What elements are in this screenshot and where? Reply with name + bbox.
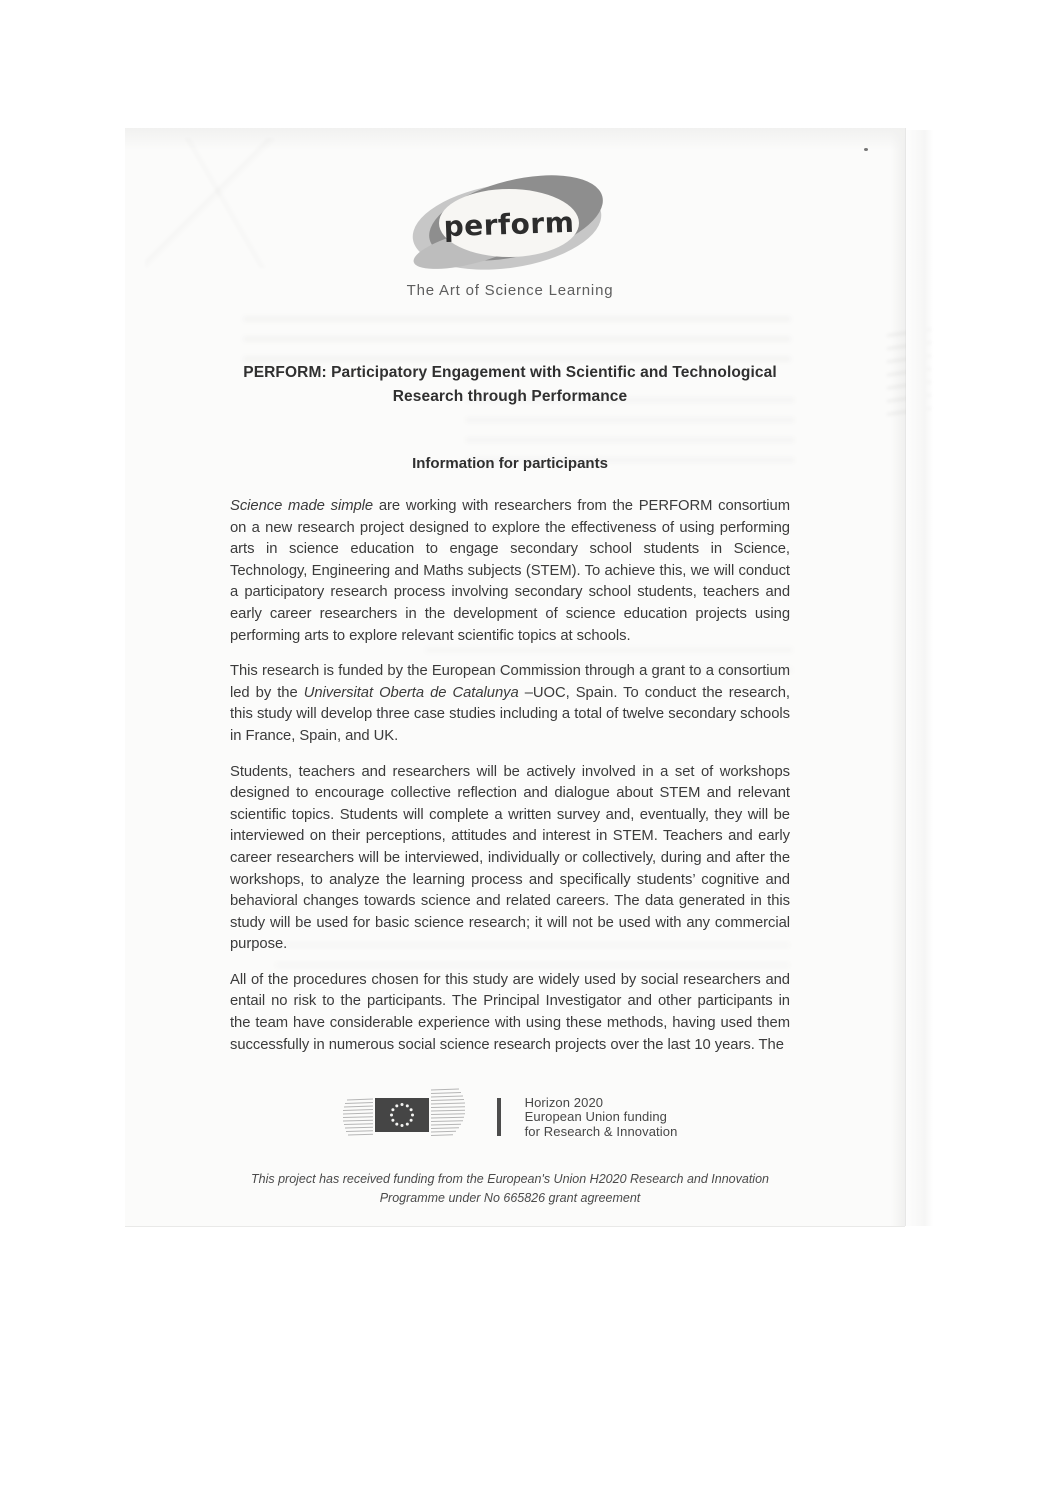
- eu-text-line1: Horizon 2020: [524, 1094, 604, 1110]
- separator-bar: [497, 1098, 501, 1136]
- eu-text-line3: for Research & Innovation: [524, 1123, 678, 1139]
- paragraph-3: Students, teachers and researchers will be actively involved in a set of workshops designed to encourage collective reflection and dialogue about STEM and relevant scientific topics. Students will complete a written survey and, eventually, they will be interviewed on their perceptions, attitudes and interest in STEM. Teachers and early career researchers will be interviewed, individually or collectively, during and after the workshops, to analyze the learning process and specifically students’ cognitive and behavioral changes towards science and related careers. The data generated in this study will be used for basic science research; it will not be used with any commercial purpose.: [230, 763, 790, 953]
- horizon-2020-text: [525, 1096, 678, 1140]
- scan-edge-strip: [906, 130, 933, 1226]
- eu-text-line2: European Union funding: [524, 1109, 668, 1124]
- paragraph-4: All of the procedures chosen for this study are widely used by social researchers and entail no risk to the participants. The Principal Investigator and other participants in the team have considerable experience with using these methods, having used them successfully in numerous social science research projects over the last 10 years. The: [230, 971, 790, 1053]
- section-heading: Information for participants: [412, 455, 608, 472]
- logo-tagline: The Art of Science Learning: [406, 282, 614, 299]
- perform-logo-text: perform: [443, 205, 575, 244]
- eu-flag-icon: [343, 1086, 475, 1148]
- perform-logo-icon: [412, 174, 608, 270]
- paragraph-1: Science made simple are working with researchers from the PERFORM consortium on a new research project designed to explore the effectiveness of using performing arts in science education to engage secondary school students in Science, Technology, Engineering and Maths subjects (STEM). To achieve this, we will conduct a participatory research process involving secondary school students, teachers and early career researchers in the development of science education projects using performing arts to explore relevant scientific topics at schools.: [230, 498, 790, 644]
- ripple-left-icon: [343, 1099, 373, 1135]
- page-content: [230, 128, 790, 1208]
- document-title-line1: PERFORM: Participatory Engagement with Scientific and Technological: [243, 364, 777, 381]
- scanned-page: [125, 128, 905, 1226]
- body-text: [230, 496, 790, 1056]
- eu-funding-block: [230, 1086, 790, 1148]
- funding-acknowledgement: This project has received funding from the European's Union H2020 Research and Innovation Programme under No 665826 grant agreement: [251, 1172, 769, 1206]
- ripple-right-icon: [431, 1089, 465, 1136]
- document-title: [230, 361, 790, 409]
- document-title-line2: Research through Performance: [392, 388, 628, 405]
- paragraph-2: This research is funded by the European Commission through a grant to a consortium led by the Universitat Oberta de Catalunya –UOC, Spain. To conduct the research, this study will develop three case studies including a total of twelve secondary schools in France, Spain, and UK.: [230, 663, 790, 744]
- perform-logo: [412, 174, 608, 270]
- scan-speck: [864, 148, 868, 151]
